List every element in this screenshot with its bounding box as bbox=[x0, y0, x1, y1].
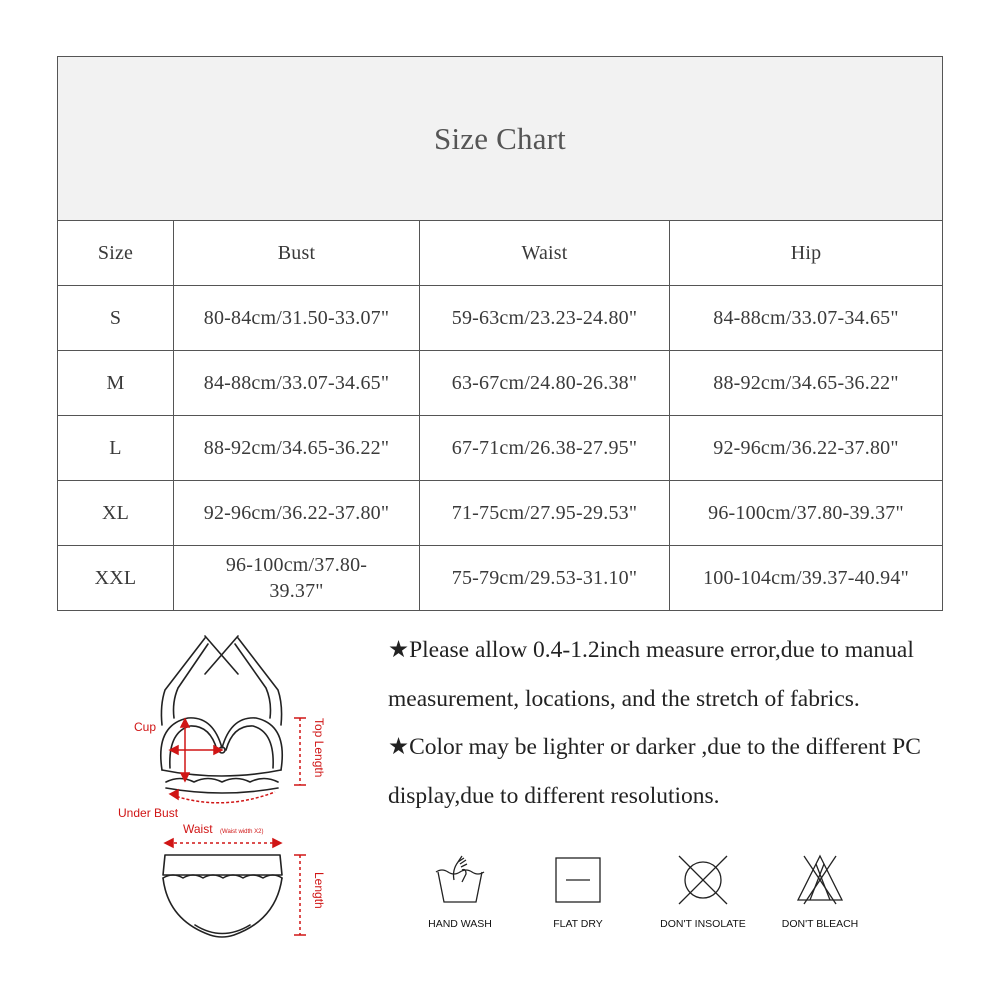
bikini-bottom-illustration bbox=[163, 855, 282, 937]
cup-label: Cup bbox=[134, 720, 157, 734]
care-item-flat-dry bbox=[523, 850, 633, 930]
care-item-dont-insolate bbox=[648, 850, 758, 930]
bust-cell: 80-84cm/31.50-33.07" bbox=[174, 286, 420, 351]
note-color: ★Color may be lighter or darker ,due to the different PC display,due to different resolutions. bbox=[388, 734, 921, 809]
waist-cell: 67-71cm/26.38-27.95" bbox=[420, 416, 670, 481]
table-row bbox=[58, 286, 943, 351]
column-header-bust: Bust bbox=[174, 221, 420, 286]
under-bust-label: Under Bust bbox=[118, 806, 179, 820]
care-item-hand-wash bbox=[405, 850, 515, 930]
care-instructions bbox=[405, 850, 905, 950]
header-row bbox=[58, 221, 943, 286]
bust-cell: 88-92cm/34.65-36.22" bbox=[174, 416, 420, 481]
waist-cell: 71-75cm/27.95-29.53" bbox=[420, 481, 670, 546]
column-header-hip: Hip bbox=[670, 221, 943, 286]
measurement-diagram bbox=[110, 630, 350, 950]
care-label: FLAT DRY bbox=[553, 918, 603, 930]
table-row bbox=[58, 546, 943, 611]
waist-note-label: (Waist width X2) bbox=[220, 829, 264, 835]
size-chart-table bbox=[57, 56, 943, 611]
bust-cell: 96-100cm/37.80-39.37" bbox=[174, 546, 420, 611]
waist-cell: 63-67cm/24.80-26.38" bbox=[420, 351, 670, 416]
column-header-waist: Waist bbox=[420, 221, 670, 286]
size-cell: XL bbox=[58, 481, 174, 546]
table-row bbox=[58, 416, 943, 481]
size-cell: M bbox=[58, 351, 174, 416]
flat-dry-icon bbox=[548, 850, 608, 906]
care-item-dont-bleach bbox=[765, 850, 875, 930]
chart-title: Size Chart bbox=[58, 57, 943, 221]
bikini-top-illustration bbox=[161, 636, 282, 793]
hip-cell: 88-92cm/34.65-36.22" bbox=[670, 351, 943, 416]
waist-cell: 59-63cm/23.23-24.80" bbox=[420, 286, 670, 351]
length-label: Length bbox=[312, 872, 326, 909]
size-cell: S bbox=[58, 286, 174, 351]
hip-cell: 100-104cm/39.37-40.94" bbox=[670, 546, 943, 611]
table-row bbox=[58, 481, 943, 546]
notes-block bbox=[388, 626, 948, 820]
dont-bleach-icon bbox=[790, 850, 850, 906]
hip-cell: 92-96cm/36.22-37.80" bbox=[670, 416, 943, 481]
size-cell: L bbox=[58, 416, 174, 481]
top-length-label-vertical: Top Length bbox=[312, 718, 326, 778]
dont-insolate-icon bbox=[673, 850, 733, 906]
note-measure-error: ★Please allow 0.4-1.2inch measure error,due to manual measurement, locations, and the stretch of fabrics. bbox=[388, 637, 914, 712]
hip-cell: 84-88cm/33.07-34.65" bbox=[670, 286, 943, 351]
hand-wash-icon bbox=[430, 850, 490, 906]
care-label: HAND WASH bbox=[428, 918, 492, 930]
table-row bbox=[58, 351, 943, 416]
size-cell: XXL bbox=[58, 546, 174, 611]
column-header-size: Size bbox=[58, 221, 174, 286]
care-label: DON'T BLEACH bbox=[781, 918, 859, 930]
hip-cell: 96-100cm/37.80-39.37" bbox=[670, 481, 943, 546]
care-label: DON'T INSOLATE bbox=[660, 918, 746, 930]
bust-cell: 92-96cm/36.22-37.80" bbox=[174, 481, 420, 546]
waist-cell: 75-79cm/29.53-31.10" bbox=[420, 546, 670, 611]
waist-label: Waist bbox=[183, 822, 213, 836]
bust-cell: 84-88cm/33.07-34.65" bbox=[174, 351, 420, 416]
